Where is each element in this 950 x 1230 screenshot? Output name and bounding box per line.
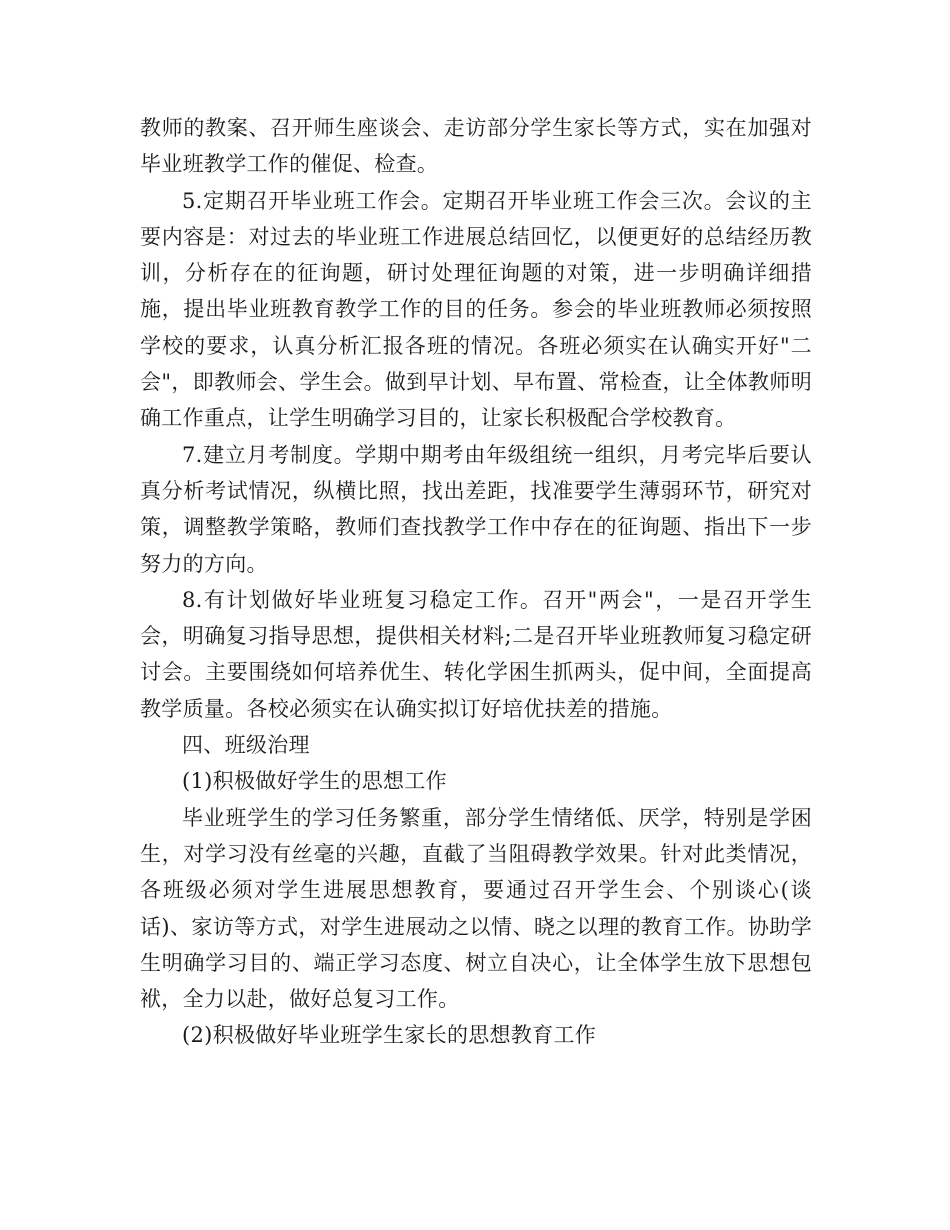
subheading-2: (2)积极做好毕业班学生家长的思想教育工作 — [182, 1023, 597, 1048]
paragraph-5: 毕业班学生的学习任务繁重，部分学生情绪低、厌学，特别是学困生，对学习没有丝毫的兴趣，直截了当阻碍教学效果。针对此类情况，各班级必须对学生进展思想教育，要通过召开学生会、个别谈心(谈话)、家访等方式，对学生进展动之以情、晓之以理的教育工作。协助学生明确学习目的、端正学习态度、树立自决心，让全体学生放下思想包袱，全力以赴，做好总复习工作。 — [140, 805, 812, 1012]
paragraph-1: 教师的教案、召开师生座谈会、走访部分学生家长等方式，实在加强对毕业班教学工作的催促、检查。 — [140, 116, 812, 177]
body-text — [140, 110, 812, 1054]
section-heading: 四、班级治理 — [182, 733, 310, 758]
paragraph-4: 8.有计划做好毕业班复习稳定工作。召开"两会"，一是召开学生会，明确复习指导思想，提供相关材料;二是召开毕业班教师复习稳定研讨会。主要围绕如何培养优生、转化学困生抓两头，促中间，全面提高教学质量。各校必须实在认确实拟订好培优扶差的措施。 — [140, 587, 812, 721]
paragraph-3: 7.建立月考制度。学期中期考由年级组统一组织，月考完毕后要认真分析考试情况，纵横比照，找出差距，找准要学生薄弱环节，研究对策，调整教学策略，教师们查找教学工作中存在的征询题、指出下一步努力的方向。 — [140, 442, 812, 576]
subheading-1: (1)积极做好学生的思想工作 — [182, 769, 447, 794]
paragraph-2: 5.定期召开毕业班工作会。定期召开毕业班工作会三次。会议的主要内容是：对过去的毕业班工作进展总结回忆，以便更好的总结经历教训，分析存在的征询题，研讨处理征询题的对策，进一步明确详细措施，提出毕业班教育教学工作的目的任务。参会的毕业班教师必须按照学校的要求，认真分析汇报各班的情况。各班必须实在认确实开好"二会"，即教师会、学生会。做到早计划、早布置、常检查，让全体教师明确工作重点，让学生明确学习目的，让家长积极配合学校教育。 — [140, 188, 812, 431]
